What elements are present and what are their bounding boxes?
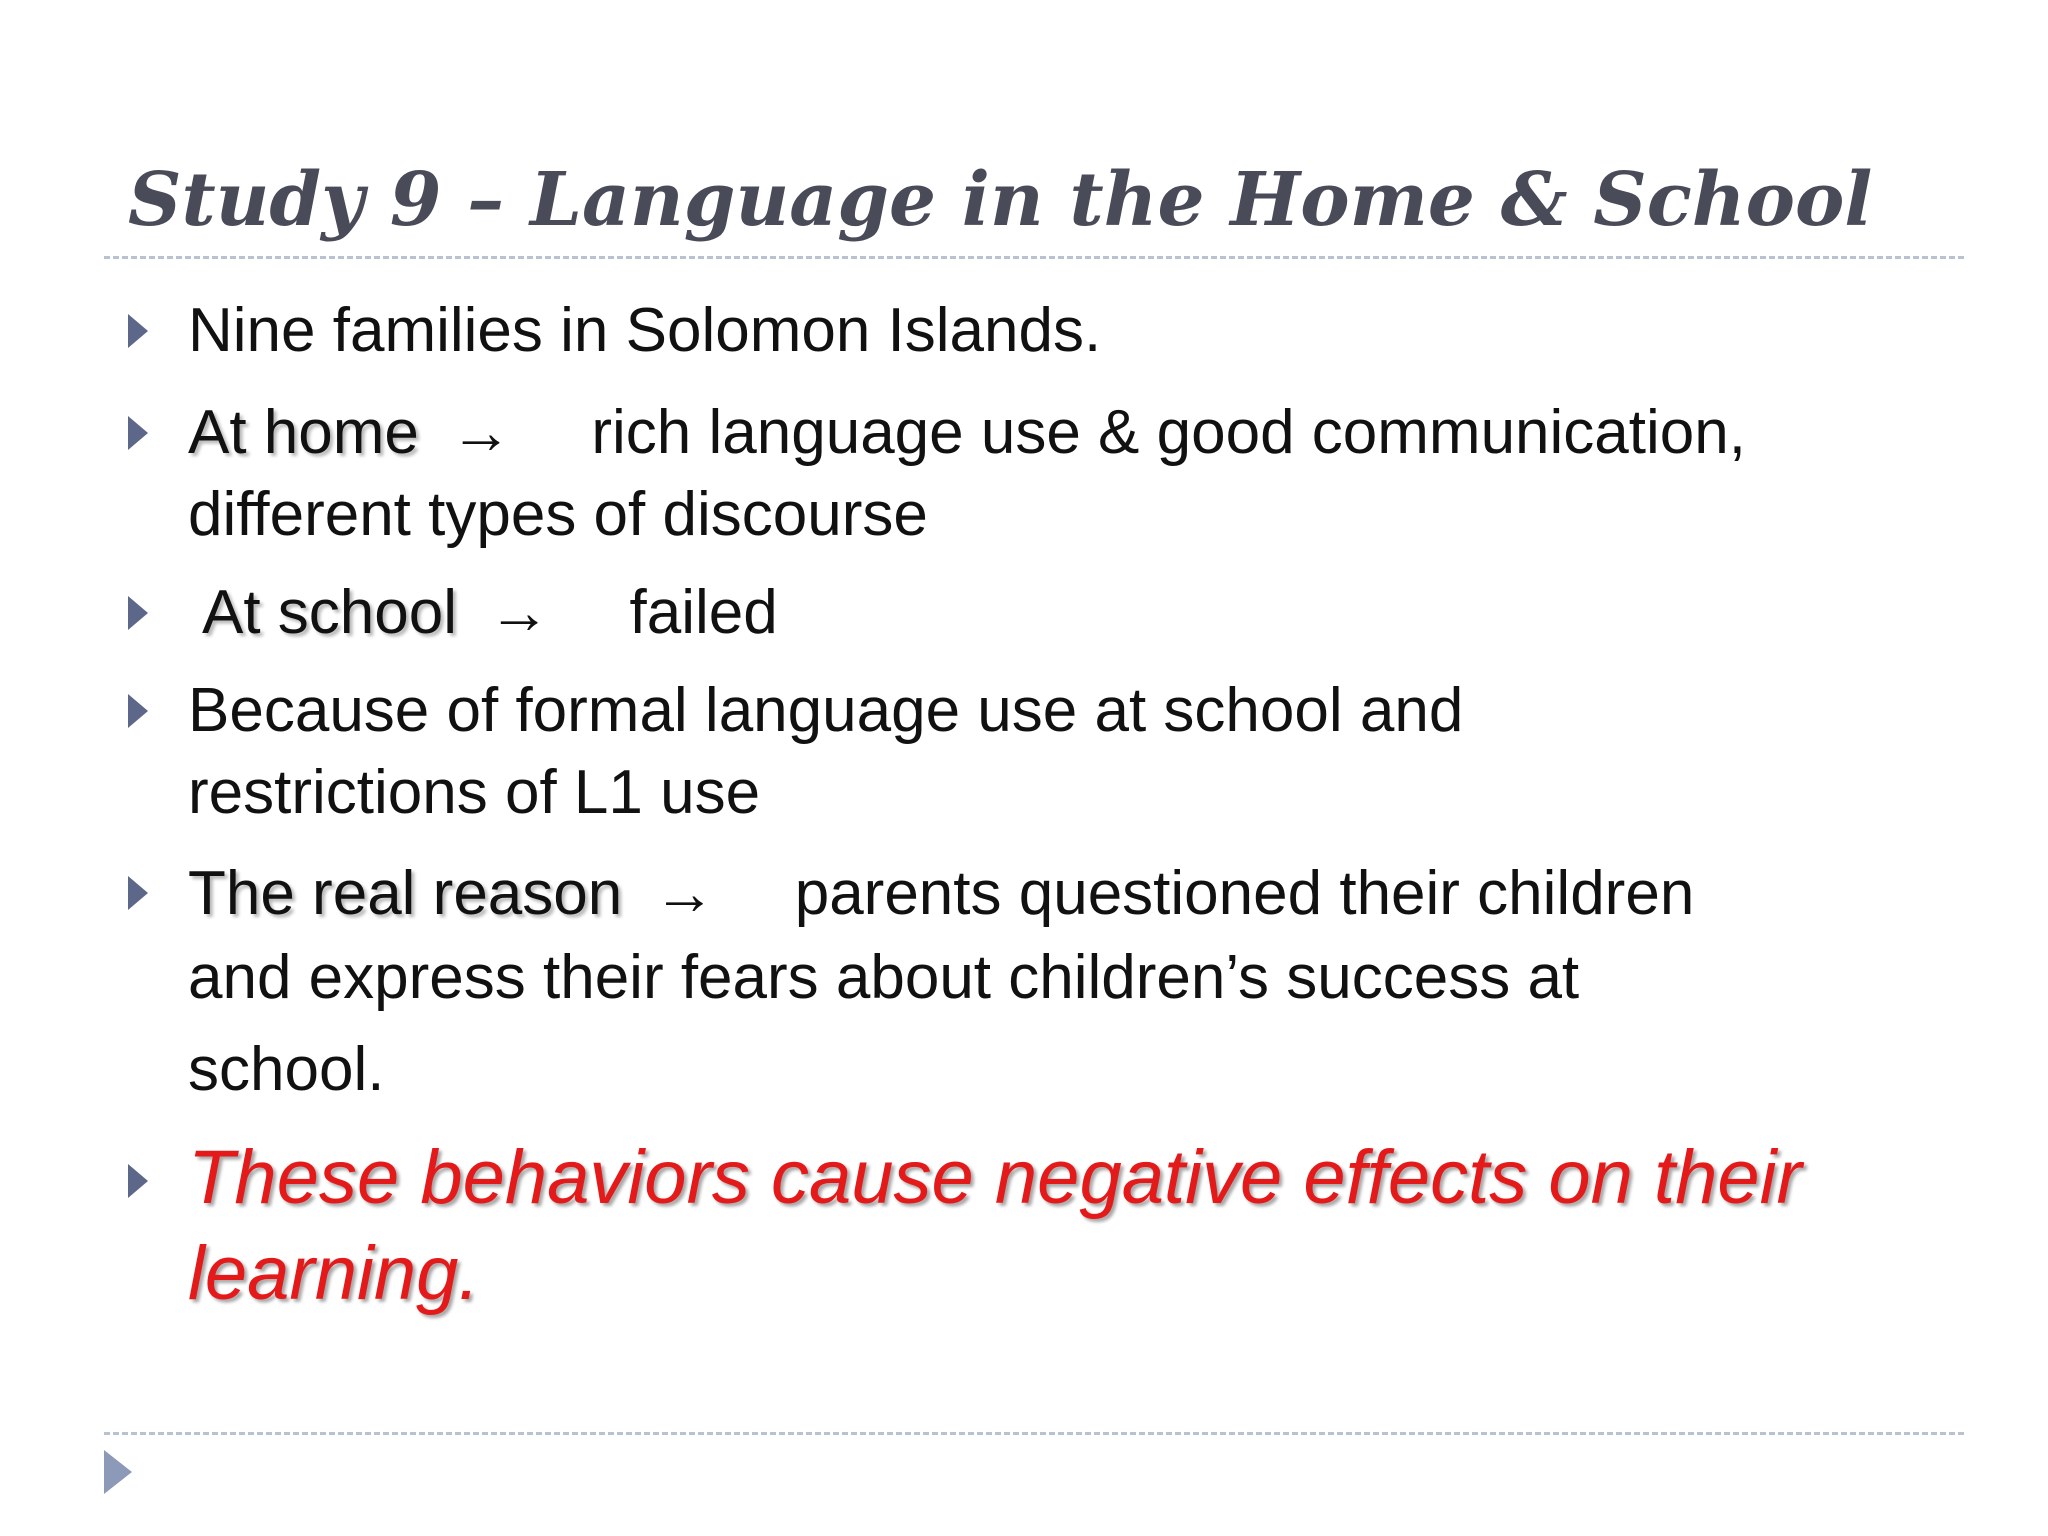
bullet-formal-language — [128, 670, 1928, 834]
bullet-negative-effects — [128, 1130, 1928, 1322]
bullet-content — [188, 392, 1928, 556]
bullet-real-reason — [128, 852, 1928, 1112]
bullet-content — [202, 572, 1928, 654]
bullet-label: The real reason — [188, 859, 623, 928]
triangle-bullet-icon — [128, 694, 148, 728]
bullet-text-line: school. — [188, 1035, 385, 1104]
corner-triangle-icon — [104, 1450, 132, 1494]
bullet-label: At home — [188, 398, 419, 467]
triangle-bullet-icon — [128, 1164, 148, 1198]
bullet-families — [128, 290, 1928, 372]
footer-divider — [104, 1432, 1964, 1435]
bullet-content — [188, 670, 1928, 834]
triangle-bullet-icon — [128, 876, 148, 910]
bullet-at-home — [128, 392, 1928, 556]
bullet-label: At school — [202, 578, 458, 647]
bullet-text-line: different types of discourse — [188, 480, 928, 549]
bullet-text: Nine families in Solomon Islands. — [188, 296, 1102, 365]
bullet-text-line: parents questioned their children — [794, 859, 1695, 928]
bullet-text-line: restrictions of L1 use — [188, 758, 761, 827]
bullet-text-line: rich language use & good communication, — [591, 398, 1746, 467]
right-arrow-icon: → — [450, 398, 513, 467]
triangle-bullet-icon — [128, 596, 148, 630]
bullet-content — [188, 852, 1928, 1112]
slide-title: Study 9 – Language in the Home & School — [128, 157, 1873, 243]
bullet-text-line: and express their fears about children’s success at — [188, 943, 1580, 1012]
right-arrow-icon: → — [653, 859, 716, 928]
triangle-bullet-icon — [128, 416, 148, 450]
emphasis-text-line: These behaviors cause negative effects on their — [188, 1135, 1802, 1220]
bullet-text-line: Because of formal language use at school and — [188, 676, 1464, 745]
right-arrow-icon: → — [488, 578, 551, 647]
emphasis-text-line: learning. — [188, 1231, 480, 1316]
bullet-text: failed — [629, 578, 778, 647]
emphasis-text — [188, 1130, 1928, 1322]
triangle-bullet-icon — [128, 314, 148, 348]
bullet-at-school — [128, 572, 1928, 654]
